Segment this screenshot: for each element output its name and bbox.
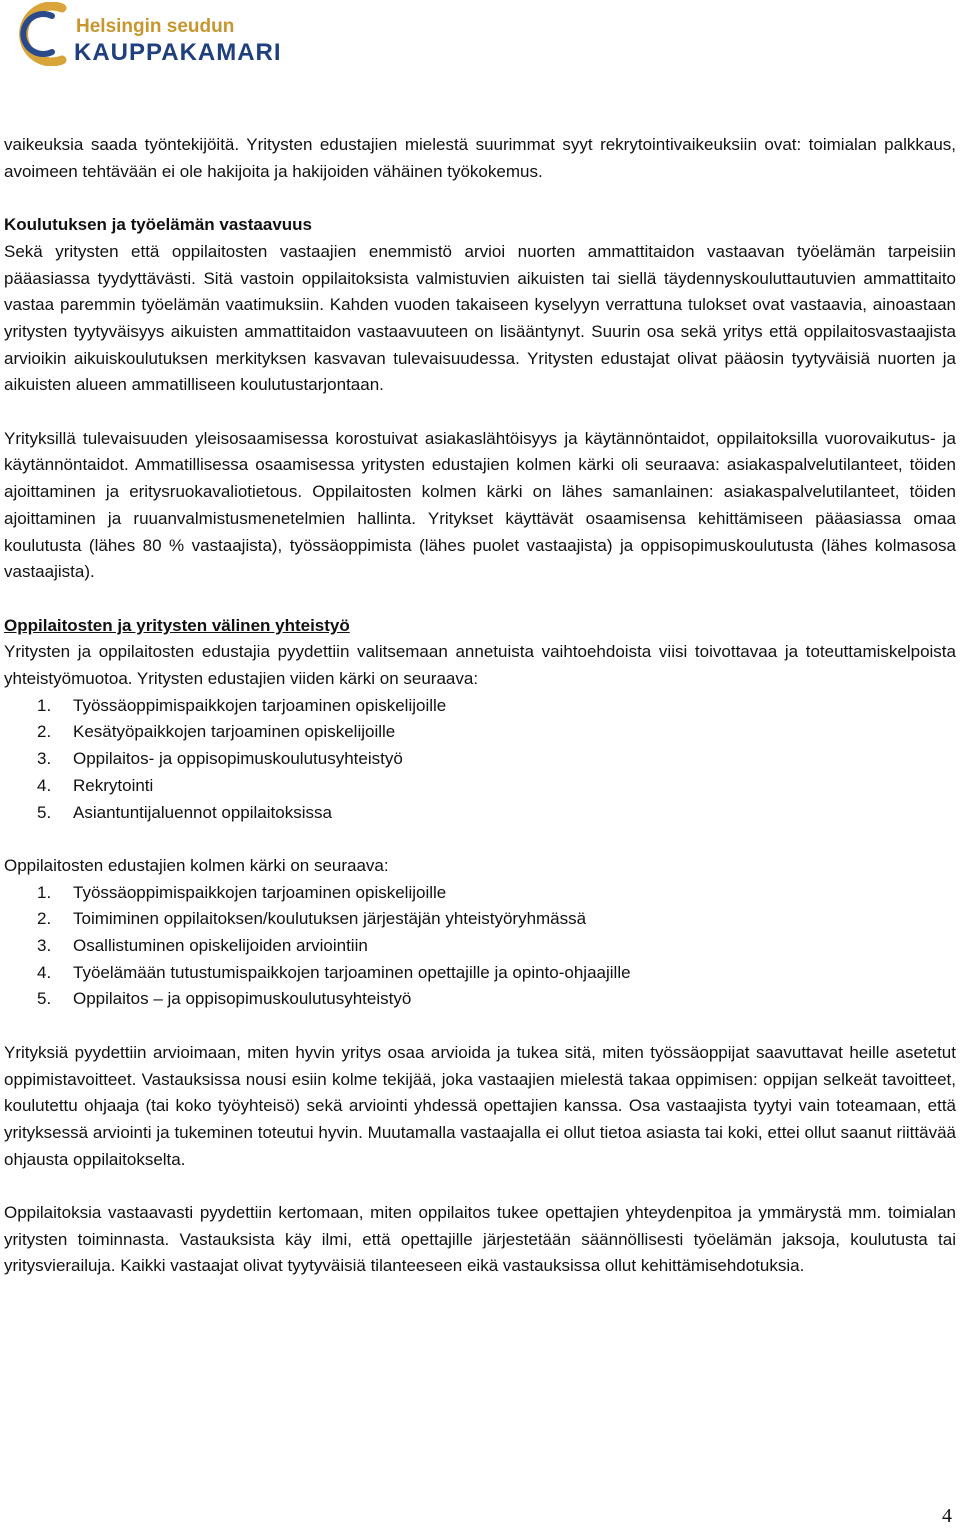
paragraph-education-match: Sekä yritysten että oppilaitosten vastaajien enemmistö arvioi nuorten ammattitaidon vastaavan työelämän tarpeisiin pääasiassa tyydyttävästi. Sitä vastoin oppilaitoksista valmistuvien aikuisten tai siellä täydennyskouluttautuvien ammattitaito vastaa paremmin työelämän vaatimuksiin. Kahden vuoden takaiseen kyselyyn verrattuna tulokset ovat vastaavia, ainoastaan yritysten tyytyväisyys aikuisten ammattitaidon vastaavuuteen on lisääntynyt. Suurin osa sekä yritys että oppilaitosvastaajista arvioikin aikuiskoulutuksen merkityksen kasvavan tulevaisuudessa. Yritysten edustajat olivat pääosin tyytyväisiä nuorten ja aikuisten alueen ammatilliseen koulutustarjontaan.	[4, 241, 956, 395]
heading-cooperation: Oppilaitosten ja yritysten välinen yhteistyö	[4, 615, 350, 635]
list-item	[4, 960, 956, 987]
logo-line1: Helsingin seudun	[76, 16, 235, 37]
list-number: 1.	[37, 882, 52, 902]
list-text: Kesätyöpaikkojen tarjoaminen opiskelijoille	[73, 722, 396, 742]
list-item	[4, 719, 956, 746]
section-cooperation	[4, 613, 956, 827]
list-number: 2.	[37, 722, 52, 742]
list-companies-top5	[4, 693, 956, 827]
list-item	[4, 800, 956, 827]
list-number: 1.	[37, 695, 52, 715]
list-item	[4, 693, 956, 720]
list-text: Työssäoppimispaikkojen tarjoaminen opiskelijoille	[73, 882, 447, 902]
list-number: 3.	[37, 749, 52, 769]
list-schools-top5	[4, 880, 956, 1014]
paragraph-cooperation-intro: Yritysten ja oppilaitosten edustajia pyydettiin valitsemaan annetuista vaihtoehdoista viisi toivottavaa ja toteuttamiskelpoista yhteistyömuotoa. Yritysten edustajien viiden kärki on seuraava:	[4, 642, 956, 689]
paragraph-competences: Yrityksillä tulevaisuuden yleisosaamisessa korostuivat asiakaslähtöisyys ja käytännöntaidot, oppilaitoksilla vuorovaikutus- ja käytännöntaidot. Ammatillisessa osaamisessa yritysten edustajien kolmen kärki oli seuraava: asiakaspalvelutilanteet, töiden ajoittaminen ja eritysruokavaliotietous. Oppilaitosten kolmen kärki on lähes samanlainen: asiakaspalvelutilanteet, töiden ajoittaminen ja ruuanvalmistusmenetelmien hallinta. Yritykset käyttävät osaamisensa kehittämiseen pääasiassa omaa koulutusta (lähes 80 % vastaajista), työssäoppimista (lähes puolet vastaajista) ja oppisopimuskoulutusta (lähes kolmasosa vastaajista).	[4, 428, 956, 582]
list-text: Oppilaitos- ja oppisopimuskoulutusyhteistyö	[73, 749, 403, 769]
list-number: 5.	[37, 802, 52, 822]
list-text: Työssäoppimispaikkojen tarjoaminen opiskelijoille	[73, 695, 447, 715]
list-number: 3.	[37, 936, 52, 956]
paragraph-intro: vaikeuksia saada työntekijöitä. Yritysten edustajien mielestä suurimmat syyt rekrytointivaikeuksiin ovat: toimialan palkkaus, avoimeen tehtävään ei ole hakijoita ja hakijoiden vähäinen työkokemus.	[4, 135, 956, 181]
list-item	[4, 986, 956, 1013]
list-item	[4, 933, 956, 960]
chamber-logo	[4, 2, 304, 66]
heading-education-match: Koulutuksen ja työelämän vastaavuus	[4, 215, 312, 235]
page-number: 4	[942, 1505, 952, 1527]
list-number: 4.	[37, 962, 52, 982]
list-text: Asiantuntijaluennot oppilaitoksissa	[73, 802, 332, 822]
list-number: 2.	[37, 909, 52, 929]
logo-line2: KAUPPAKAMARI	[74, 39, 282, 66]
section-education-match	[4, 212, 956, 399]
list-item	[4, 746, 956, 773]
list-item	[4, 906, 956, 933]
list-text: Oppilaitos – ja oppisopimuskoulutusyhteistyö	[73, 989, 412, 1009]
list-text: Toimiminen oppilaitoksen/koulutuksen järjestäjän yhteistyöryhmässä	[73, 909, 587, 929]
chamber-logo-mark	[4, 2, 304, 66]
list-text: Rekrytointi	[73, 775, 154, 795]
list-item	[4, 880, 956, 907]
document-body	[4, 132, 956, 1307]
section-schools-top	[4, 853, 956, 1013]
list-item	[4, 773, 956, 800]
list-text: Työelämään tutustumispaikkojen tarjoaminen opettajille ja opinto-ohjaajille	[73, 962, 631, 982]
paragraph-schools-intro: Oppilaitosten edustajien kolmen kärki on seuraava:	[4, 855, 389, 875]
paragraph-company-assessment: Yrityksiä pyydettiin arvioimaan, miten hyvin yritys osaa arvioida ja tukea sitä, miten työssäoppijat saavuttavat heille asetetut oppimistavoitteet. Vastauksissa nousi esiin kolme tekijää, joka vastaajien mielestä takaa oppimisen: oppijan selkeät tavoitteet, koulutettu ohjaaja (tai koko työyhteisö) sekä arviointi yhdessä opettajien kanssa. Osa vastaajista tyytyi vain toteamaan, että yrityksessä arviointi ja tukeminen toteutui hyvin. Muutamalla vastaajalla ei ollut tietoa asiasta tai koki, ettei ollut saanut riittävää ohjausta oppilaitokselta.	[4, 1042, 956, 1169]
paragraph-school-support: Oppilaitoksia vastaavasti pyydettiin kertomaan, miten oppilaitos tukee opettajien yhteydenpitoa ja ymmärystä mm. toimialan yritysten toiminnasta. Vastauksista käy ilmi, että opettajille järjestetään säännöllisesti työelämän jaksoja, koulutusta tai yritysvierailuja. Kaikki vastaajat olivat tyytyväisiä tilanteeseen eikä vastauksissa ollut kehittämisehdotuksia.	[4, 1203, 956, 1276]
list-text: Osallistuminen opiskelijoiden arviointiin	[73, 936, 368, 956]
list-number: 4.	[37, 775, 52, 795]
list-number: 5.	[37, 989, 52, 1009]
